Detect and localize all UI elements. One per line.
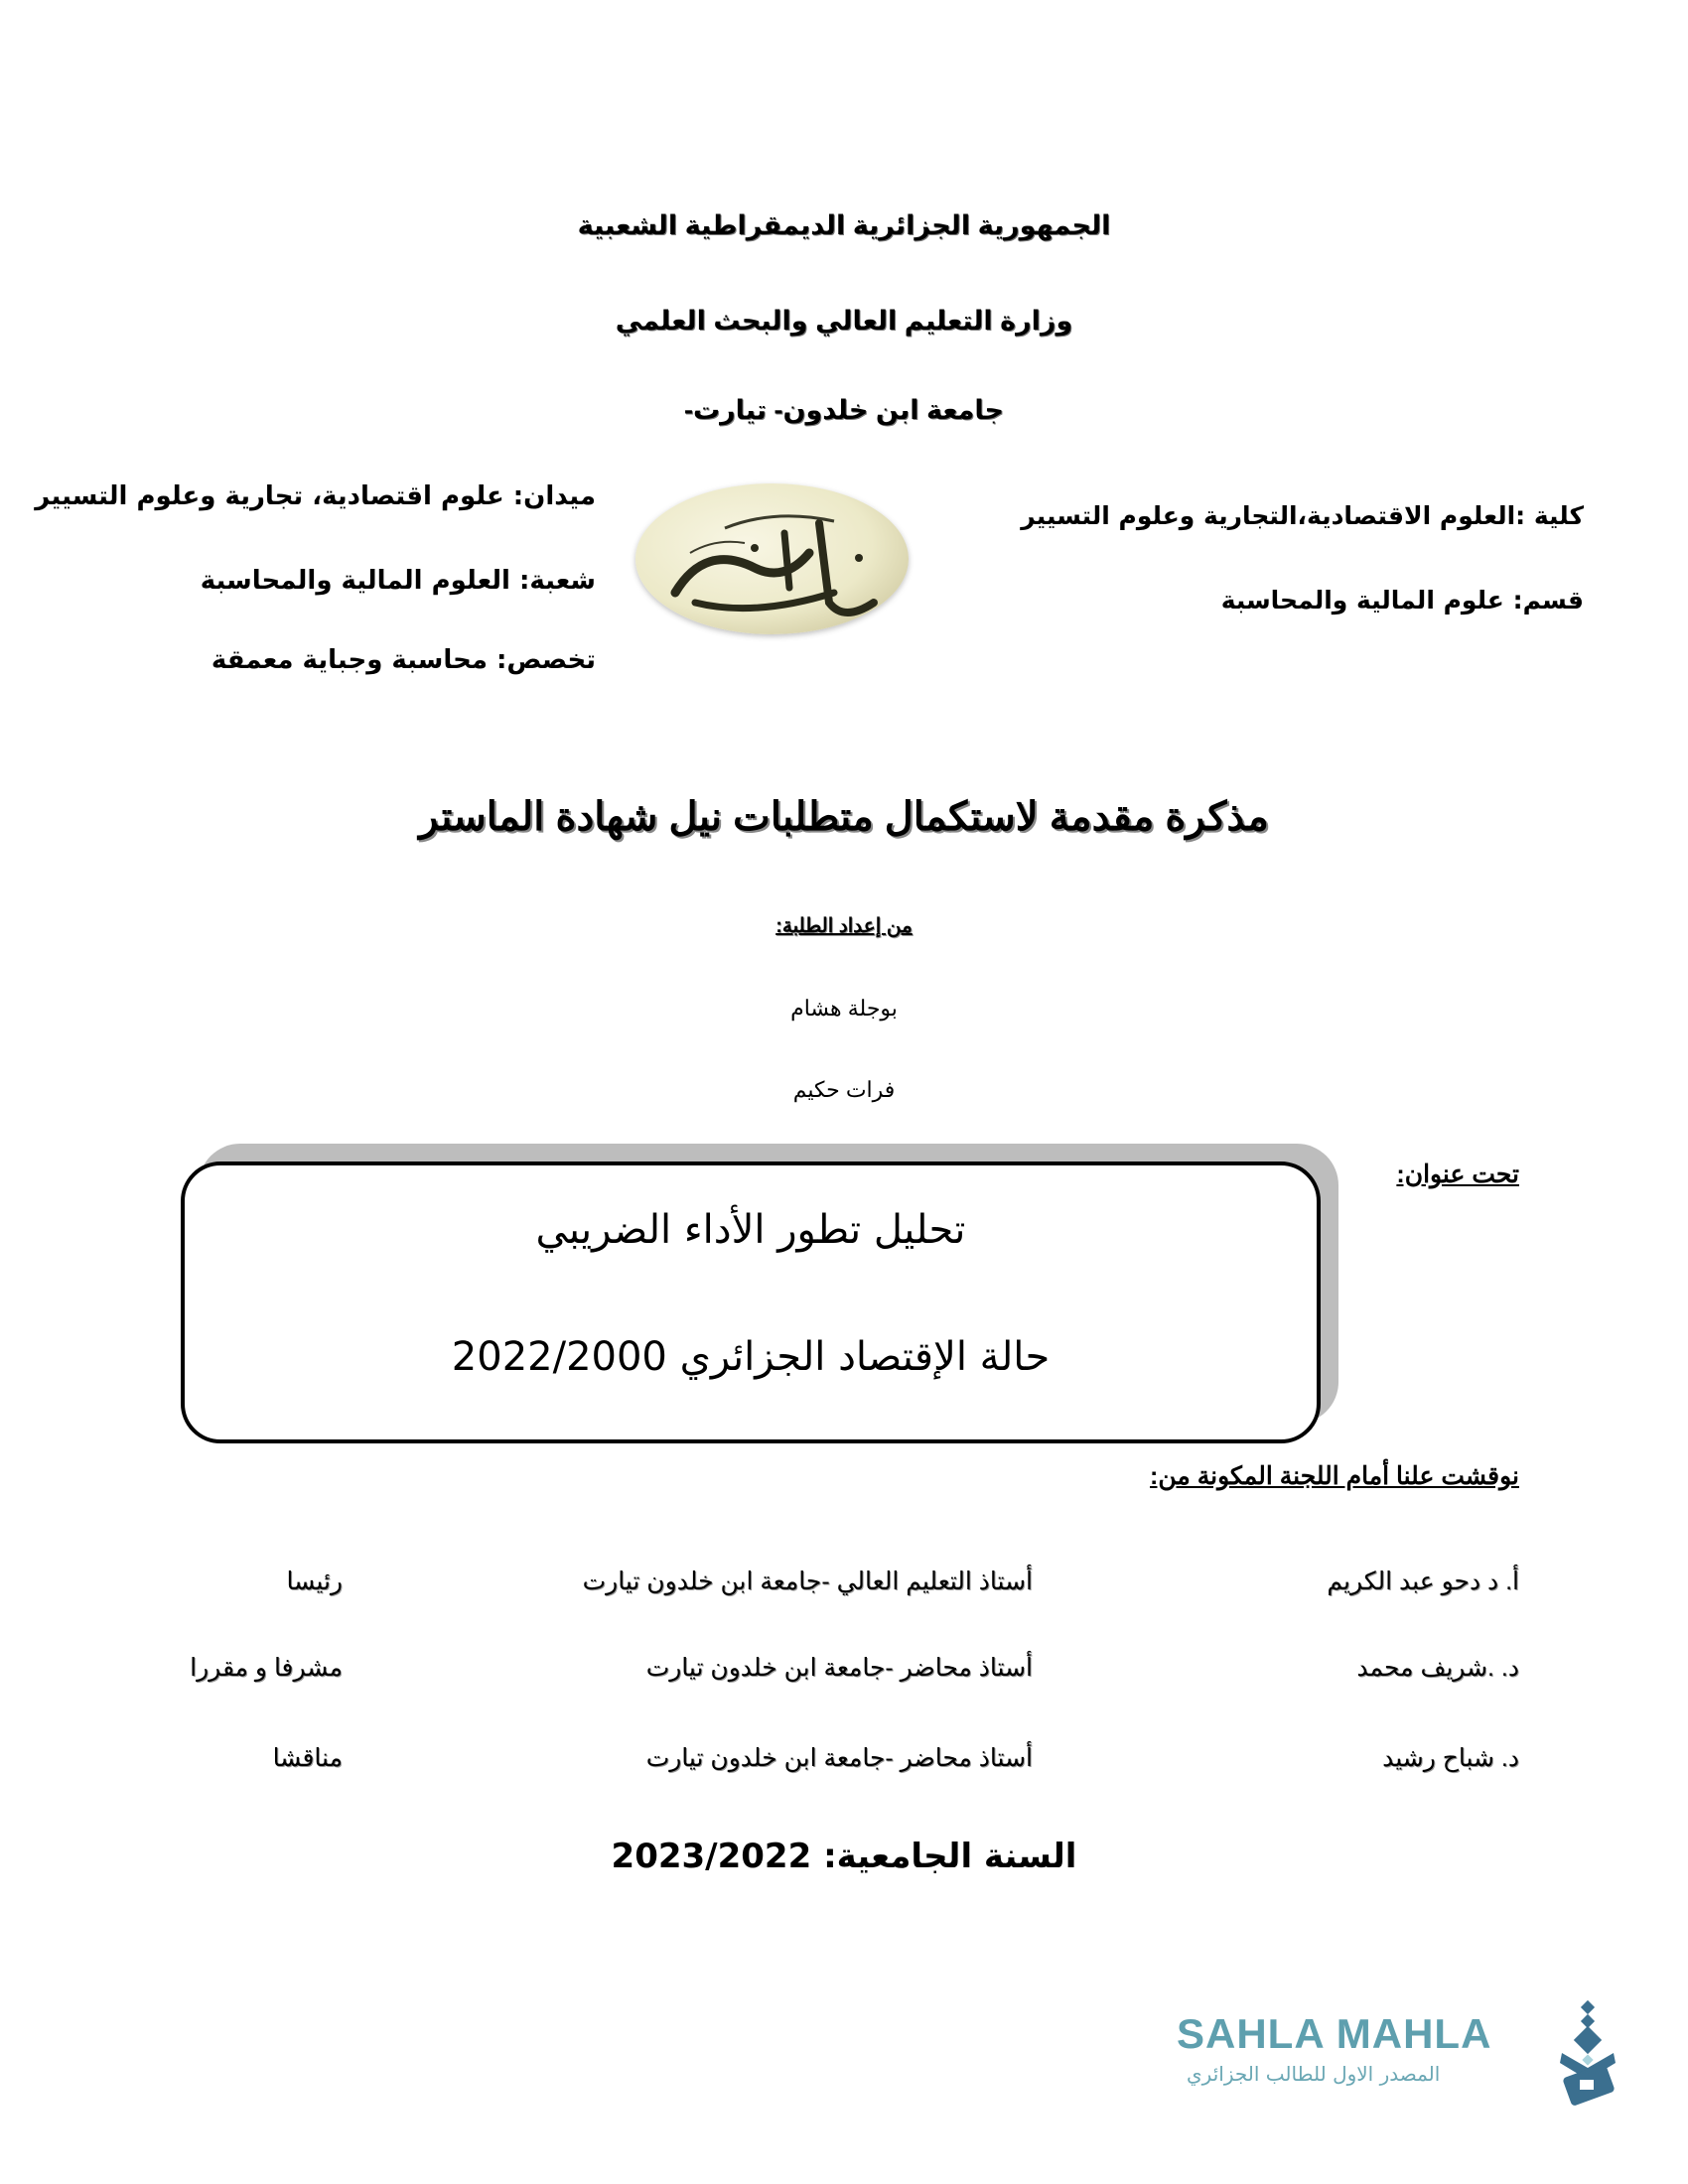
committee-member-name: أ. د دحو عبد الكريم [1327,1568,1519,1595]
field-label: ميدان: علوم اقتصادية، تجارية وعلوم التسيير [35,481,596,511]
sahla-mahla-watermark [1177,2010,1623,2100]
university-seal-icon [635,483,909,634]
brand-name: SAHLA MAHLA [1177,2010,1492,2057]
academic-year: السنة الجامعية: 2023/2022 [611,1837,1077,1876]
committee-member-role: رئيسا [286,1568,343,1595]
committee-member-affiliation: أستاذ محاضر -جامعة ابن خلدون تيارت [645,1744,1033,1772]
brand-tagline: المصدر الاول للطالب الجزائري [1187,2062,1441,2086]
thesis-title-line1: تحليل تطور الأداء الضريبي [535,1207,966,1253]
committee-member-name: د. شباح رشيد [1382,1744,1519,1772]
thesis-title-box [181,1161,1321,1443]
sahla-mahla-logo-icon [1554,1998,1623,2108]
document-title: مذكرة مقدمة لاستكمال متطلبات نيل شهادة الماستر [419,795,1269,839]
thesis-title-line2: حالة الإقتصاد الجزائري 2022/2000 [451,1334,1051,1380]
faculty-label: كلية :العلوم الاقتصادية،التجارية وعلوم التسيير [1021,501,1584,530]
specialty-label: تخصص: محاسبة وجباية معمقة [211,645,596,675]
student-name: بوجلة هشام [790,996,898,1021]
student-name: فرات حكيم [792,1077,896,1102]
committee-member-role: مناقشا [272,1744,343,1772]
thesis-title-label: تحت عنوان: [1396,1160,1519,1188]
committee-member-name: د. .شريف محمد [1356,1654,1519,1682]
branch-label: شعبة: العلوم المالية والمحاسبة [200,566,596,596]
committee-member-role: مشرفا و مقررا [190,1654,343,1682]
university-name: جامعة ابن خلدون- تيارت- [684,395,1004,425]
department-label: قسم: علوم المالية والمحاسبة [1220,586,1584,614]
students-label: من إعداد الطلبة: [775,915,913,937]
committee-label: نوقشت علنا أمام اللجنة المكونة من: [1150,1462,1519,1490]
committee-member-affiliation: أستاذ محاضر -جامعة ابن خلدون تيارت [645,1654,1033,1682]
ministry-name: وزارة التعليم العالي والبحث العلمي [615,306,1073,336]
committee-member-affiliation: أستاذ التعليم العالي -جامعة ابن خلدون تيارت [582,1568,1033,1595]
republic-name: الجمهورية الجزائرية الديمقراطية الشعبية [577,210,1111,240]
